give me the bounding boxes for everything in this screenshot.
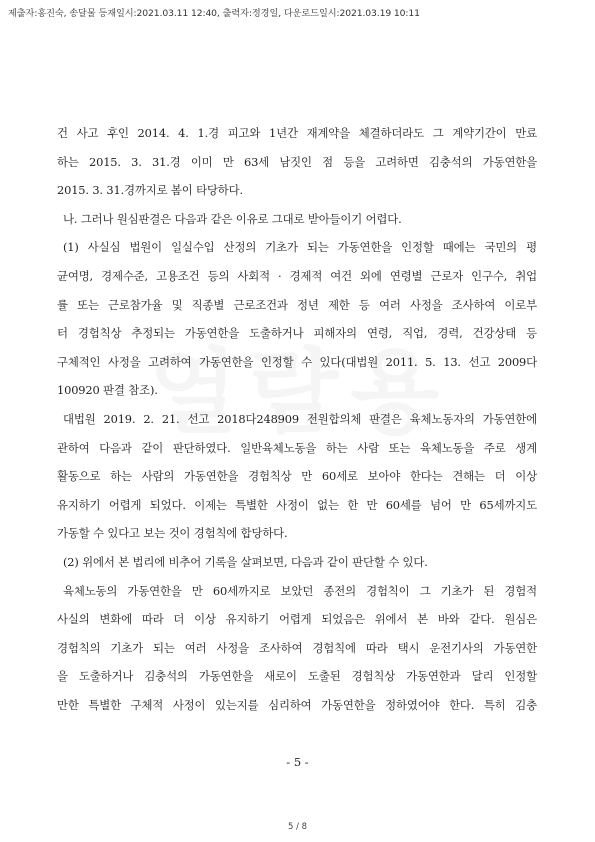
body-line: (1) 사실심 법원이 일실수입 산정의 기초가 되는 가동연한을 인정할 때에는 국민의 평 <box>63 240 537 255</box>
body-line: 나. 그러나 원심판결은 다음과 같은 이유로 그대로 받아들이기 어렵다. <box>63 211 402 226</box>
body-line: 구체적인 사정을 고려하여 가동연한을 인정할 수 있다(대법원 2011. 5. 13. 선고 2009다 <box>57 354 537 369</box>
body-line: 건 사고 후인 2014. 4. 1.경 피고와 1년간 재계약을 체결하더라도 그 계약기간이 만료 <box>57 126 537 140</box>
document-body <box>57 119 537 719</box>
body-line: 육체노동의 가동연한을 만 60세까지로 보았던 종전의 경험칙이 그 기초가 된 경험적 <box>63 583 537 598</box>
body-line: 100920 판결 참조). <box>57 383 158 398</box>
page-count: 5 / 8 <box>287 822 308 832</box>
body-line: 만한 특별한 구체적 사정이 있는지를 심리하여 가동연한을 정하였어야 한다. 특히 김충 <box>57 697 537 712</box>
body-line: 활동으로 하는 사람의 가동연한을 경험칙상 만 60세로 보아야 한다는 견해는 더 이상 <box>57 469 537 484</box>
page-number: - 5 - <box>286 755 309 769</box>
body-line: 터 경험칙상 추정되는 가동연한을 도출하거나 피해자의 연령, 직업, 경력, 건강상태 등 <box>57 326 537 341</box>
body-line: 2015. 3. 31.경까지로 봄이 타당하다. <box>57 183 243 198</box>
body-line: 하는 2015. 3. 31.경 이미 만 63세 남짓인 점 등을 고려하면 김충석의 가동연한을 <box>57 154 537 169</box>
body-line: (2) 위에서 본 법리에 비추어 기록을 살펴보면, 다음과 같이 판단할 수 있다. <box>63 554 428 569</box>
body-line: 률 또는 근로참가율 및 직종별 근로조건과 정년 제한 등 여러 사정을 조사하여 이로부 <box>57 297 537 312</box>
body-line: 대법원 2019. 2. 21. 선고 2018다248909 전원합의체 판결은 육체노동자의 가동연한에 <box>63 411 537 426</box>
body-line: 가동할 수 있다고 보는 것이 경험칙에 합당하다. <box>57 526 288 541</box>
body-line: 을 도출하거나 김충석의 가동연한을 새로이 도출된 경험칙상 가동연한과 달리 인정할 <box>57 669 537 684</box>
document-header-meta: 제출자:홍진숙, 송달물 등재일시:2021.03.11 12:40, 출력자:정경일, 다운로드일시:2021.03.19 10:11 <box>8 8 420 19</box>
body-line: 관하여 다음과 같이 판단하였다. 일반육체노동을 하는 사람 또는 육체노동을 주로 생계 <box>57 440 537 455</box>
body-line: 유지하기 어렵게 되었다. 이제는 특별한 사정이 없는 한 만 60세를 넘어 만 65세까지도 <box>57 497 537 512</box>
body-line: 균여명, 경제수준, 고용조건 등의 사회적 · 경제적 여건 외에 연령별 근로자 인구수, 취업 <box>57 268 537 283</box>
body-line: 사실의 변화에 따라 더 이상 유지하기 어렵게 되었음은 위에서 본 바와 같다. 원심은 <box>57 612 537 627</box>
body-line: 경험칙의 기초가 되는 여러 사정을 조사하여 경험칙에 따라 택시 운전기사의 가동연한 <box>57 640 537 655</box>
